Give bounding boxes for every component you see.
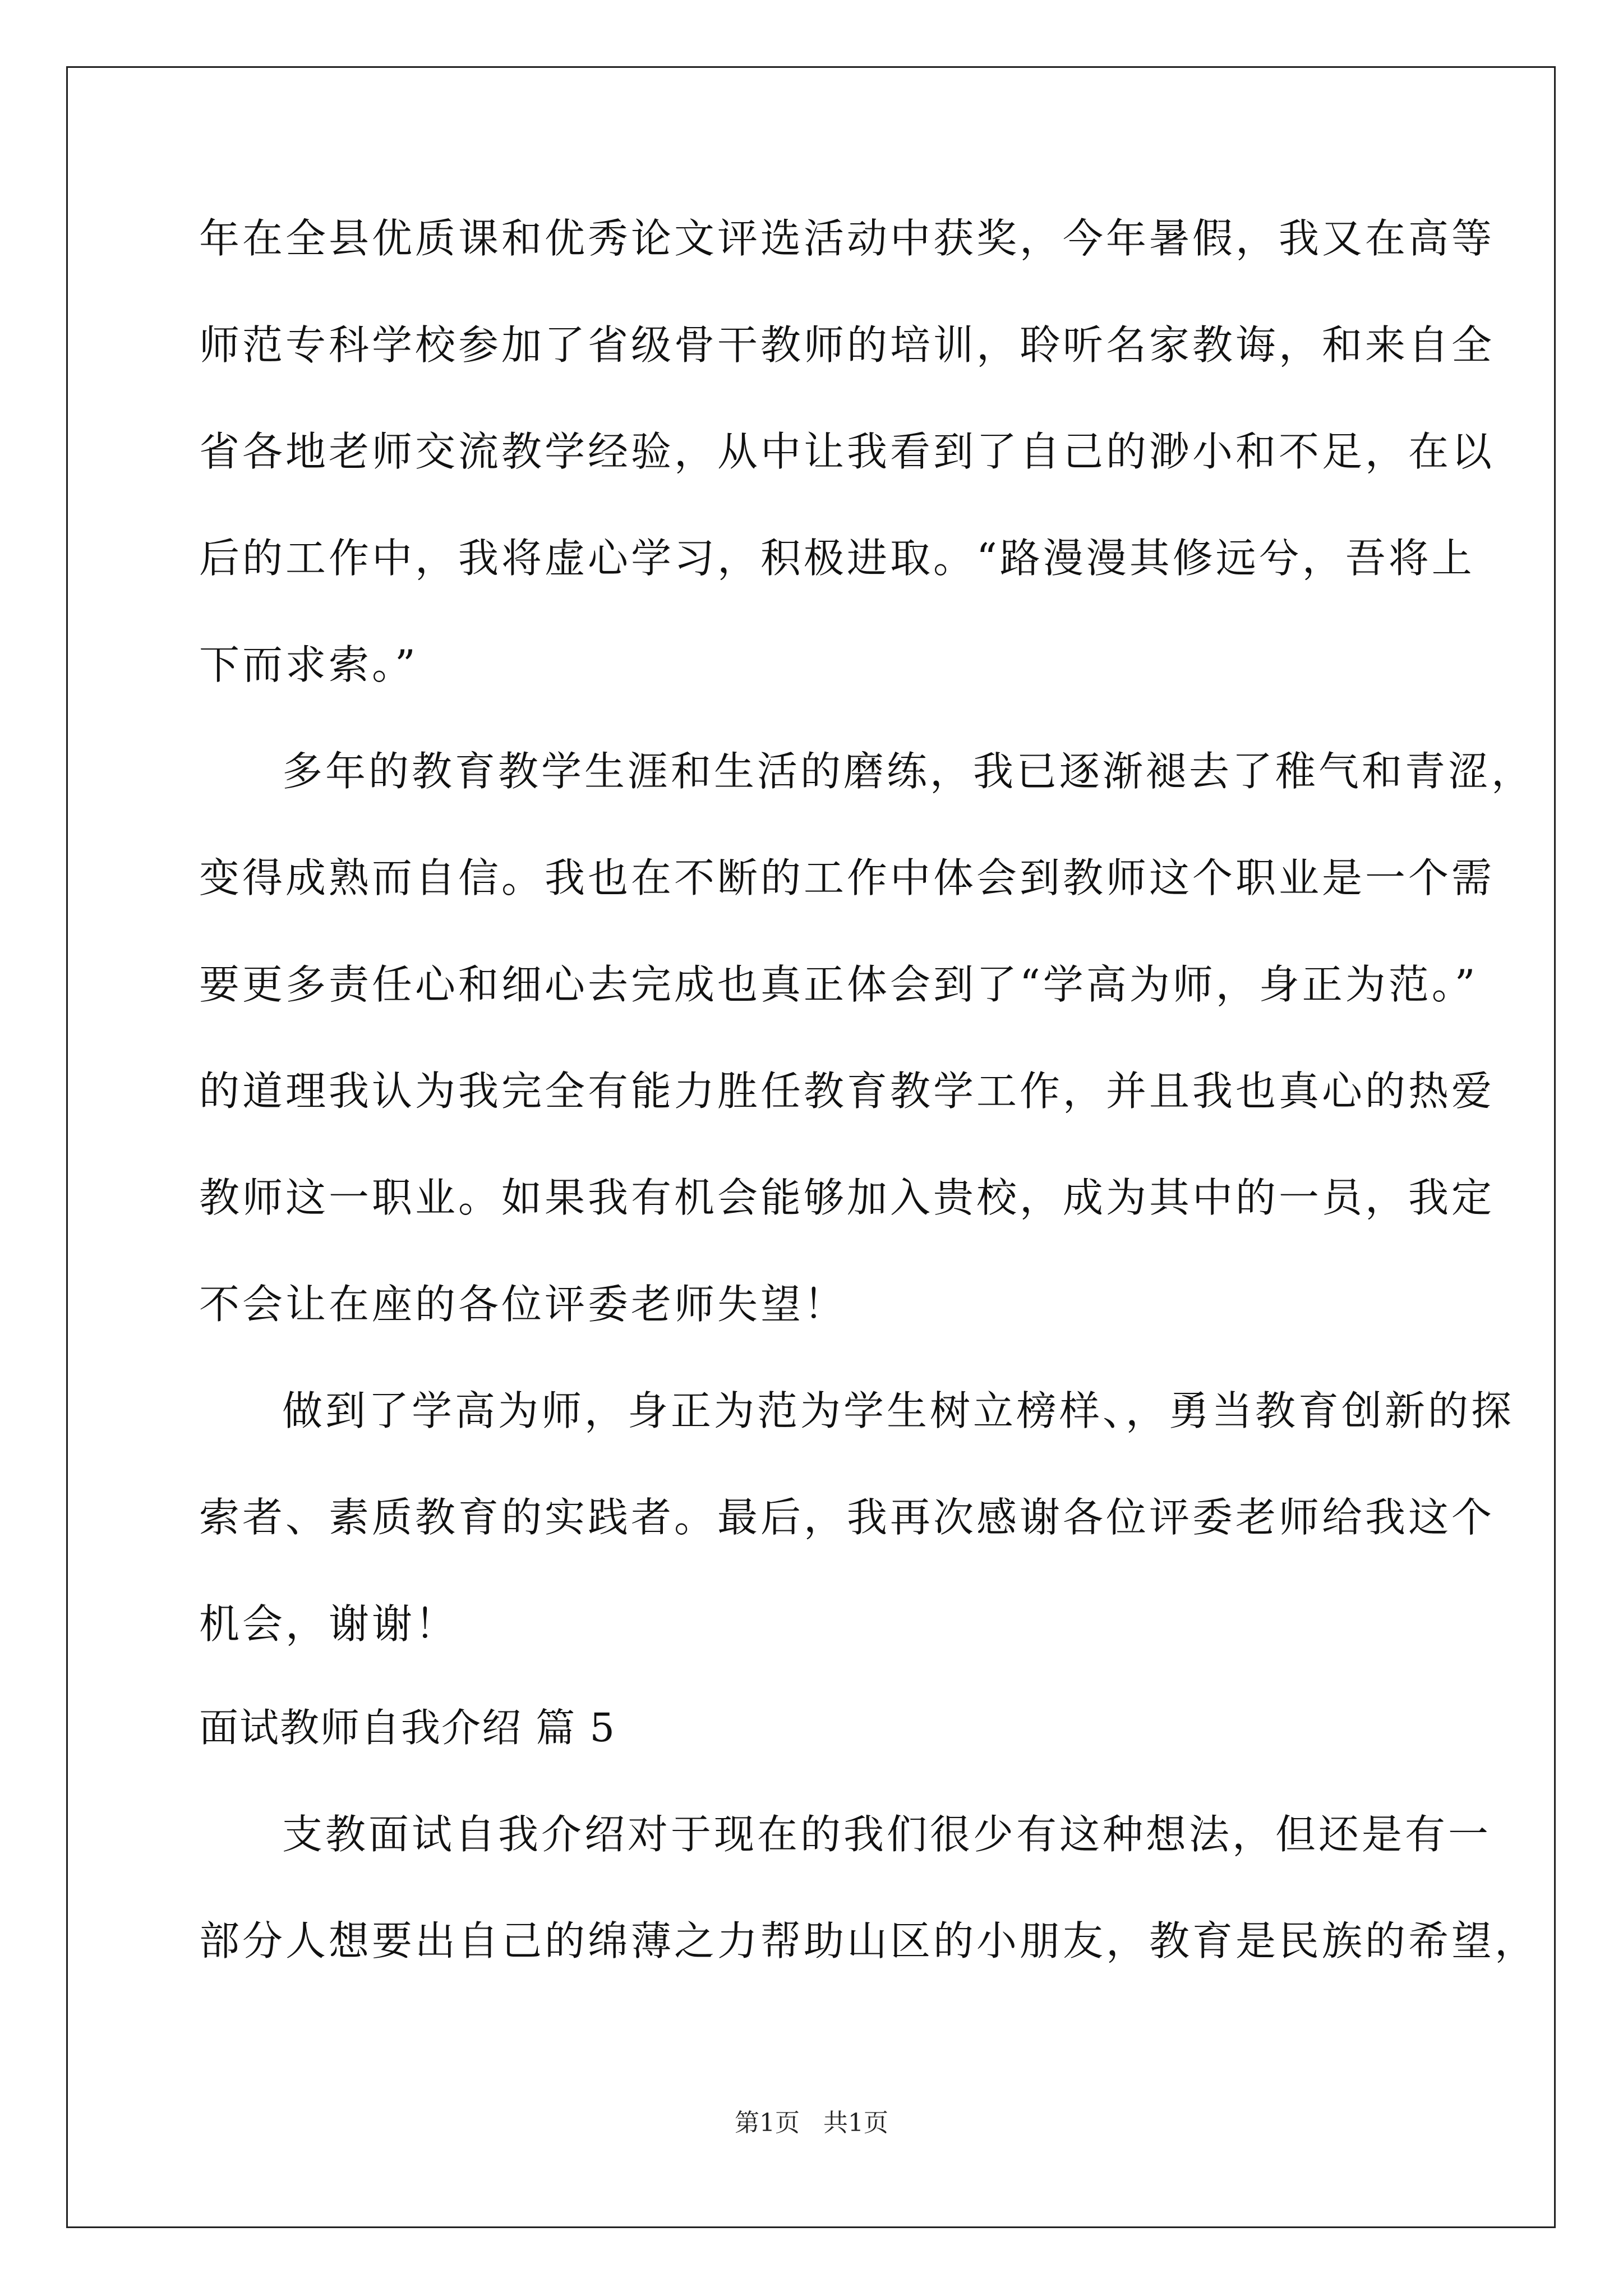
paragraph-line: 支教面试自我介绍对于现在的我们很少有这种想法，但还是有一 — [282, 1811, 1492, 1858]
paragraph-line: 要更多责任心和细心去完成也真正体会到了“学高为师，身正为范。” — [199, 961, 1478, 1008]
paragraph-line: 省各地老师交流教学经验，从中让我看到了自己的渺小和不足，在以 — [199, 428, 1495, 475]
page-total: 共1页 — [823, 2109, 888, 2137]
paragraph-line: 后的工作中，我将虚心学习，积极进取。“路漫漫其修远兮，吾将上 — [199, 535, 1475, 582]
paragraph-line: 年在全县优质课和优秀论文评选活动中获奖，今年暑假，我又在高等 — [199, 215, 1495, 262]
paragraph-line: 师范专科学校参加了省级骨干教师的培训，聆听名家教诲，和来自全 — [199, 321, 1495, 369]
page-border — [66, 66, 1556, 2228]
paragraph-line: 的道理我认为我完全有能力胜任教育教学工作，并且我也真心的热爱 — [199, 1068, 1495, 1115]
paragraph-line: 变得成熟而自信。我也在不断的工作中体会到教师这个职业是一个需 — [199, 854, 1495, 901]
paragraph-line: 机会，谢谢！ — [199, 1600, 459, 1648]
paragraph-line: 下而求索。” — [199, 641, 418, 688]
page-number: 第1页 — [735, 2109, 800, 2137]
paragraph-line: 不会让在座的各位评委老师失望！ — [199, 1281, 847, 1328]
paragraph-line: 部分人想要出自己的绵薄之力帮助山区的小朋友，教育是民族的希望， — [199, 1917, 1538, 1964]
section-heading: 面试教师自我介绍 篇 5 — [199, 1705, 616, 1751]
paragraph-line: 做到了学高为师，身正为范为学生树立榜样、，勇当教育创新的探 — [282, 1387, 1515, 1434]
paragraph-line: 教师这一职业。如果我有机会能够加入贵校，成为其中的一员，我定 — [199, 1174, 1495, 1221]
paragraph-line: 多年的教育教学生涯和生活的磨练，我已逐渐褪去了稚气和青涩， — [282, 748, 1535, 795]
page-footer — [0, 2106, 1623, 2140]
paragraph-line: 索者、素质教育的实践者。最后，我再次感谢各位评委老师给我这个 — [199, 1494, 1495, 1541]
